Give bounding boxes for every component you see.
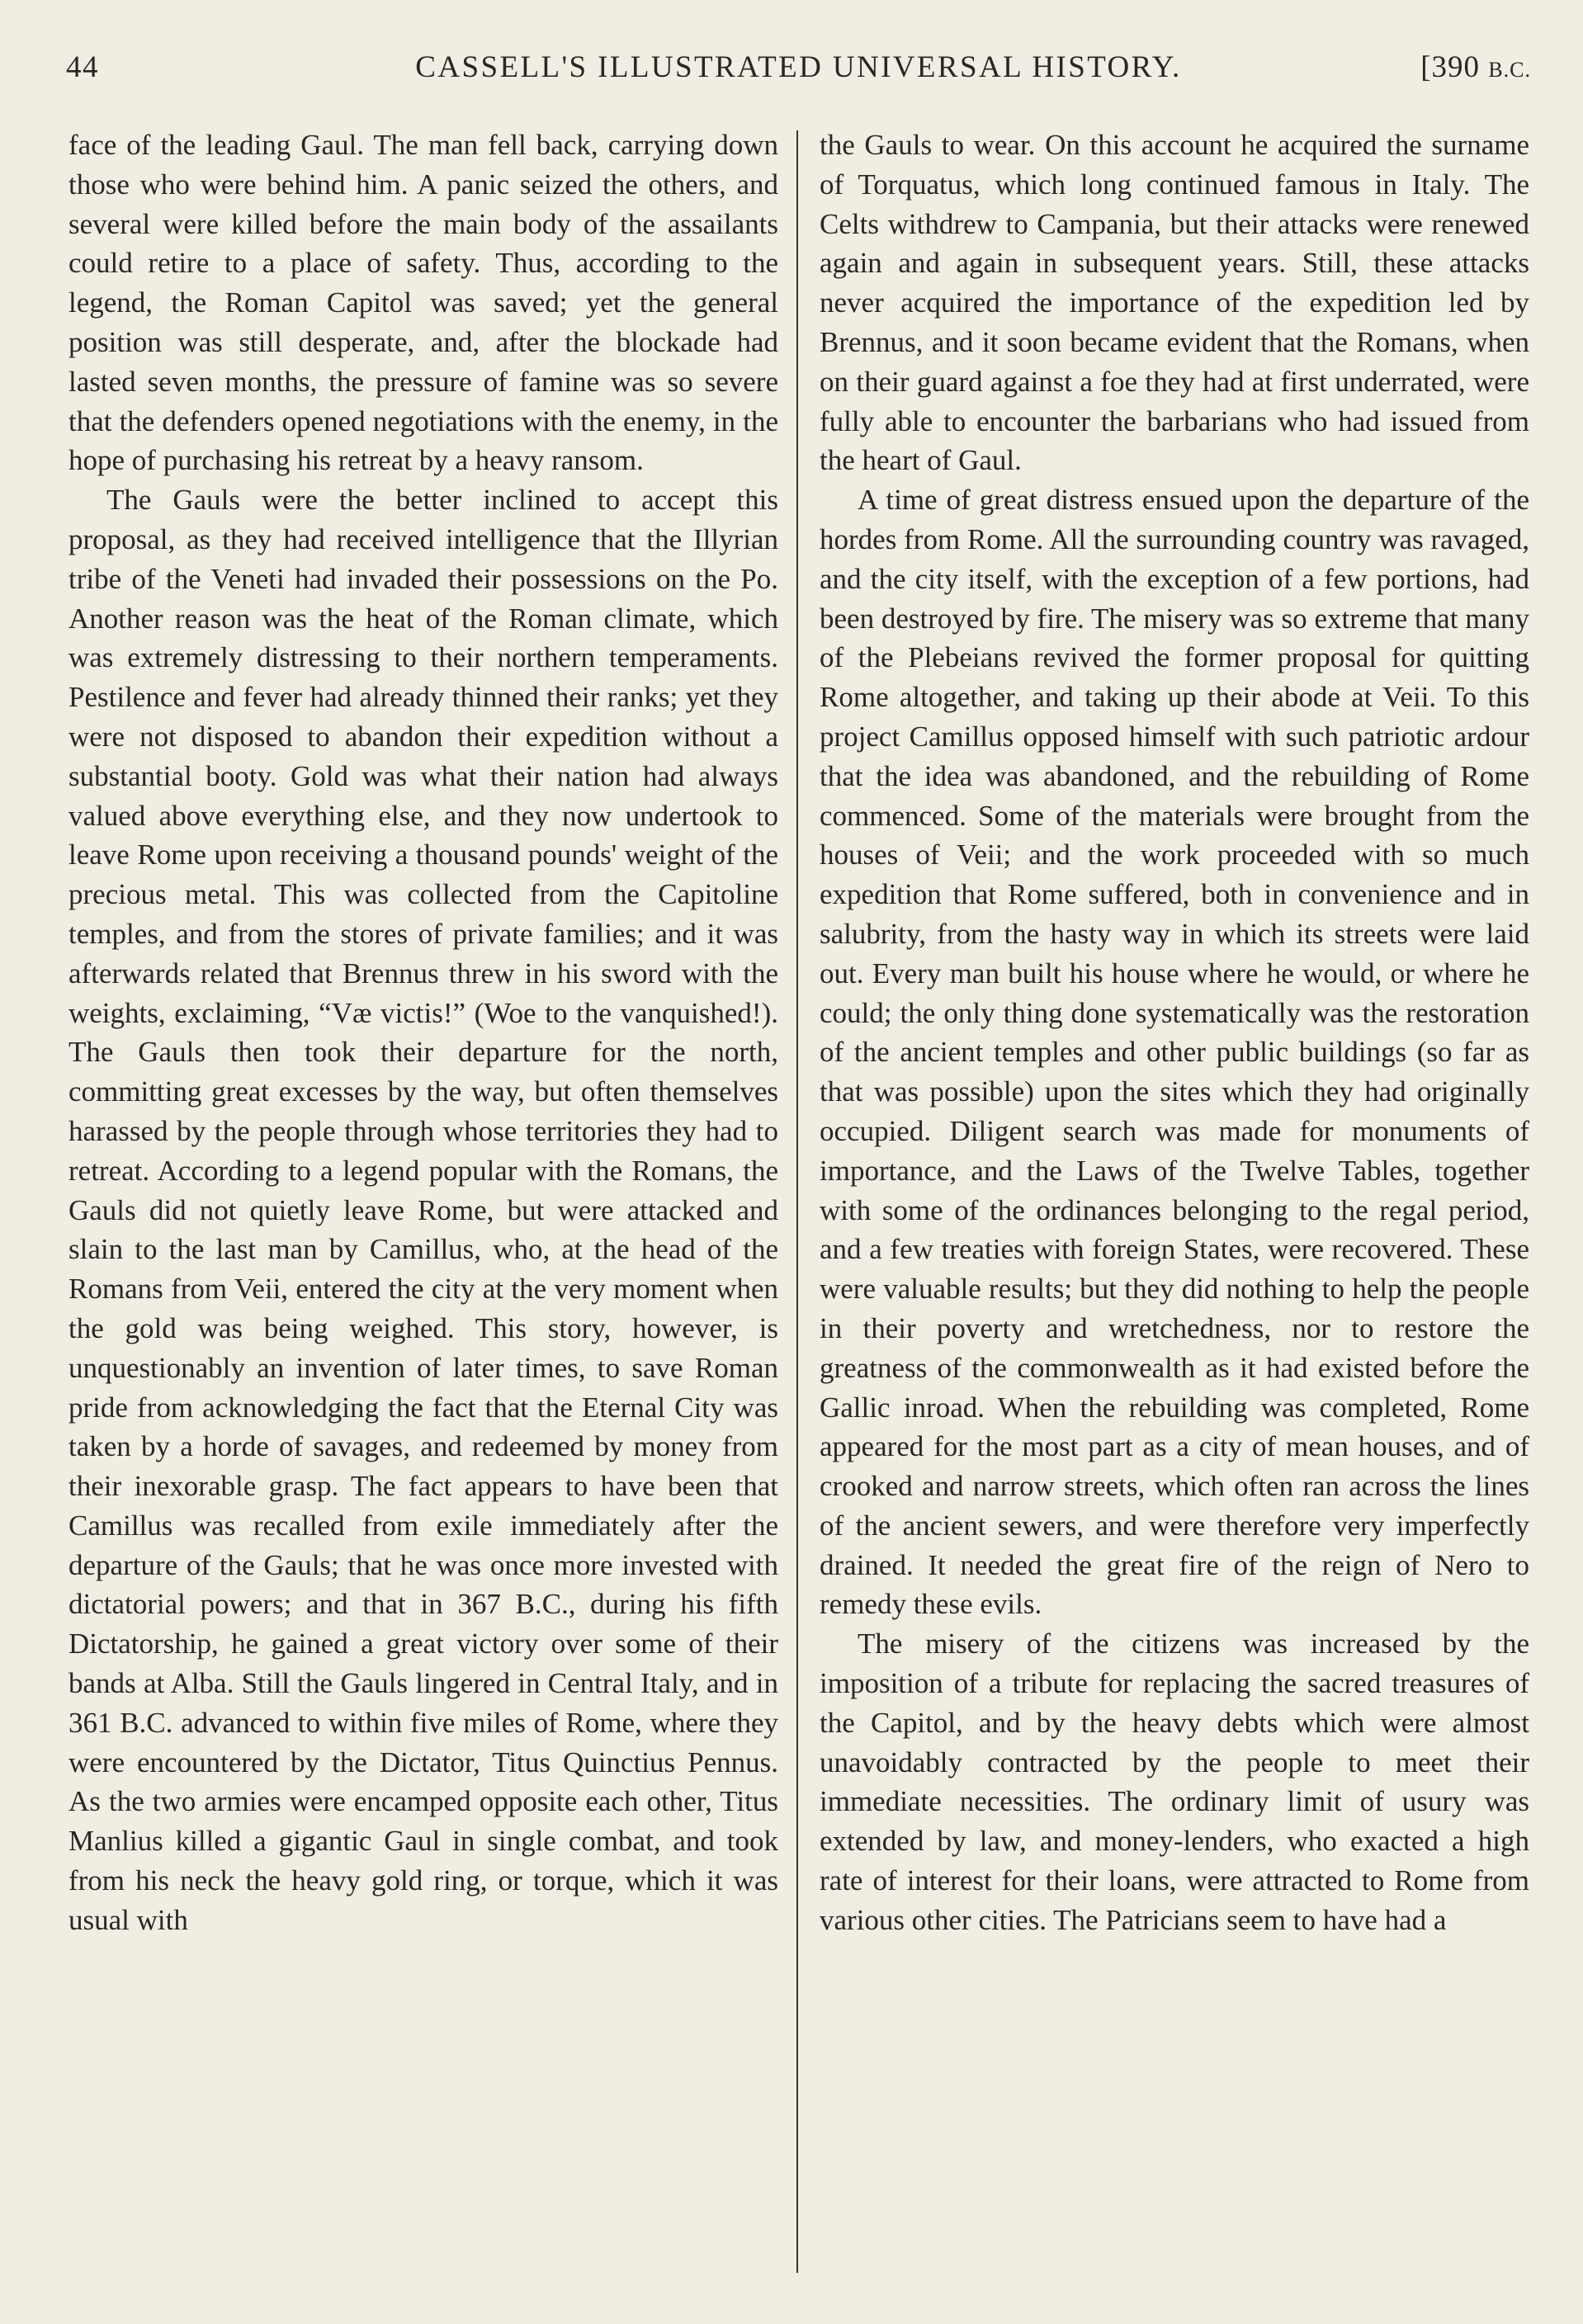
right-column xyxy=(820,125,1529,1940)
date-marker-era: B.C. xyxy=(1488,58,1531,82)
column-divider xyxy=(796,130,798,2273)
book-title: CASSELL'S ILLUSTRATED UNIVERSAL HISTORY. xyxy=(415,50,1182,84)
left-paragraph-2: The Gauls were the better inclined to accept this proposal, as they had received intelligence that the Illyrian tribe of the Veneti had invaded their possessions on the Po. Another reason was the heat of the Roman climate, which was extremely distressing to their northern temperaments. Pestilence and fever had already thinned their ranks; yet they were not disposed to abandon their expedition without a substantial booty. Gold was what their nation had always valued above everything else, and they now undertook to leave Rome upon receiving a thousand pounds' weight of the precious metal. This was collected from the Capitoline temples, and from the stores of private families; and it was afterwards related that Brennus threw in his sword with the weights, exclaiming, “Væ victis!” (Woe to the vanquished!). The Gauls then took their departure for the north, committing great excesses by the way, but often themselves harassed by the people through whose territories they had to retreat. According to a legend popular with the Romans, the Gauls did not quietly leave Rome, but were attacked and slain to the last man by Camillus, who, at the head of the Romans from Veii, entered the city at the very moment when the gold was being weighed. This story, however, is unquestionably an invention of later times, to save Roman pride from acknowledging the fact that the Eternal City was taken by a horde of savages, and redeemed by money from their inexorable grasp. The fact appears to have been that Camillus was recalled from exile immediately after the departure of the Gauls; that he was once more invested with dictatorial powers; and that in 367 B.C., during his fifth Dictatorship, he gained a great victory over some of their bands at Alba. Still the Gauls lingered in Central Italy, and in 361 B.C. advanced to within five miles of Rome, where they were encountered by the Dictator, Titus Quinctius Pennus. As the two armies were encamped opposite each other, Titus Manlius killed a gigantic Gaul in single combat, and took from his neck the heavy gold ring, or torque, which it was usual with xyxy=(69,484,778,1936)
right-paragraph-2: A time of great distress ensued upon the departure of the hordes from Rome. All the surrounding country was ravaged, and the city itself, with the exception of a few portions, had been destroyed by fire. The misery was so extreme that many of the Plebeians revived the former proposal for quitting Rome altogether, and taking up their abode at Veii. To this project Camillus opposed himself with such patriotic ardour that the idea was abandoned, and the rebuilding of Rome commenced. Some of the materials were brought from the houses of Veii; and the work proceeded with so much expedition that Rome suffered, both in convenience and in salubrity, from the hasty way in which its streets were laid out. Every man built his house where he would, or where he could; the only thing done systematically was the restoration of the ancient temples and other public buildings (so far as that was possible) upon the sites which they had originally occupied. Diligent search was made for monuments of importance, and the Laws of the Twelve Tables, together with some of the ordinances belonging to the regal period, and a few treaties with foreign States, were recovered. These were valuable results; but they did nothing to help the people in their poverty and wretchedness, nor to restore the greatness of the commonwealth as it had existed before the Gallic inroad. When the rebuilding was completed, Rome appeared for the most part as a city of mean houses, and of crooked and narrow streets, which often ran across the lines of the ancient sewers, and were therefore very imperfectly drained. It needed the great fire of the reign of Nero to remedy these evils. xyxy=(820,484,1529,1621)
date-marker xyxy=(1420,43,1531,95)
left-column xyxy=(69,125,778,1940)
running-head xyxy=(66,43,1531,92)
right-paragraph-3: The misery of the citizens was increased by the imposition of a tribute for replacing the sacred treasures of the Capitol, and by the heavy debts which were almost unavoidably contracted by the people to meet their immediate necessities. The ordinary limit of usury was extended by law, and money-lenders, who exacted a high rate of interest for their loans, were attracted to Rome from various other cities. The Patricians seem to have had a xyxy=(820,1627,1529,1936)
date-marker-year: [390 xyxy=(1420,50,1481,84)
left-paragraph-1: face of the leading Gaul. The man fell back, carrying down those who were behind him. A panic seized the others, and several were killed before the main body of the assailants could retire to a place of safety. Thus, according to the legend, the Roman Capitol was saved; yet the general position was still desperate, and, after the blockade had lasted seven months, the pressure of famine was so severe that the defenders opened negotiations with the enemy, in the hope of purchasing his retreat by a heavy ransom. xyxy=(69,129,778,477)
right-paragraph-1: the Gauls to wear. On this account he acquired the surname of Torquatus, which long continued famous in Italy. The Celts withdrew to Campania, but their attacks were renewed again and again in subsequent years. Still, these attacks never acquired the importance of the expedition led by Brennus, and it soon became evident that the Romans, when on their guard against a foe they had at first underrated, were fully able to encounter the barbarians who had issued from the heart of Gaul. xyxy=(820,129,1529,477)
page-number: 44 xyxy=(66,50,99,84)
